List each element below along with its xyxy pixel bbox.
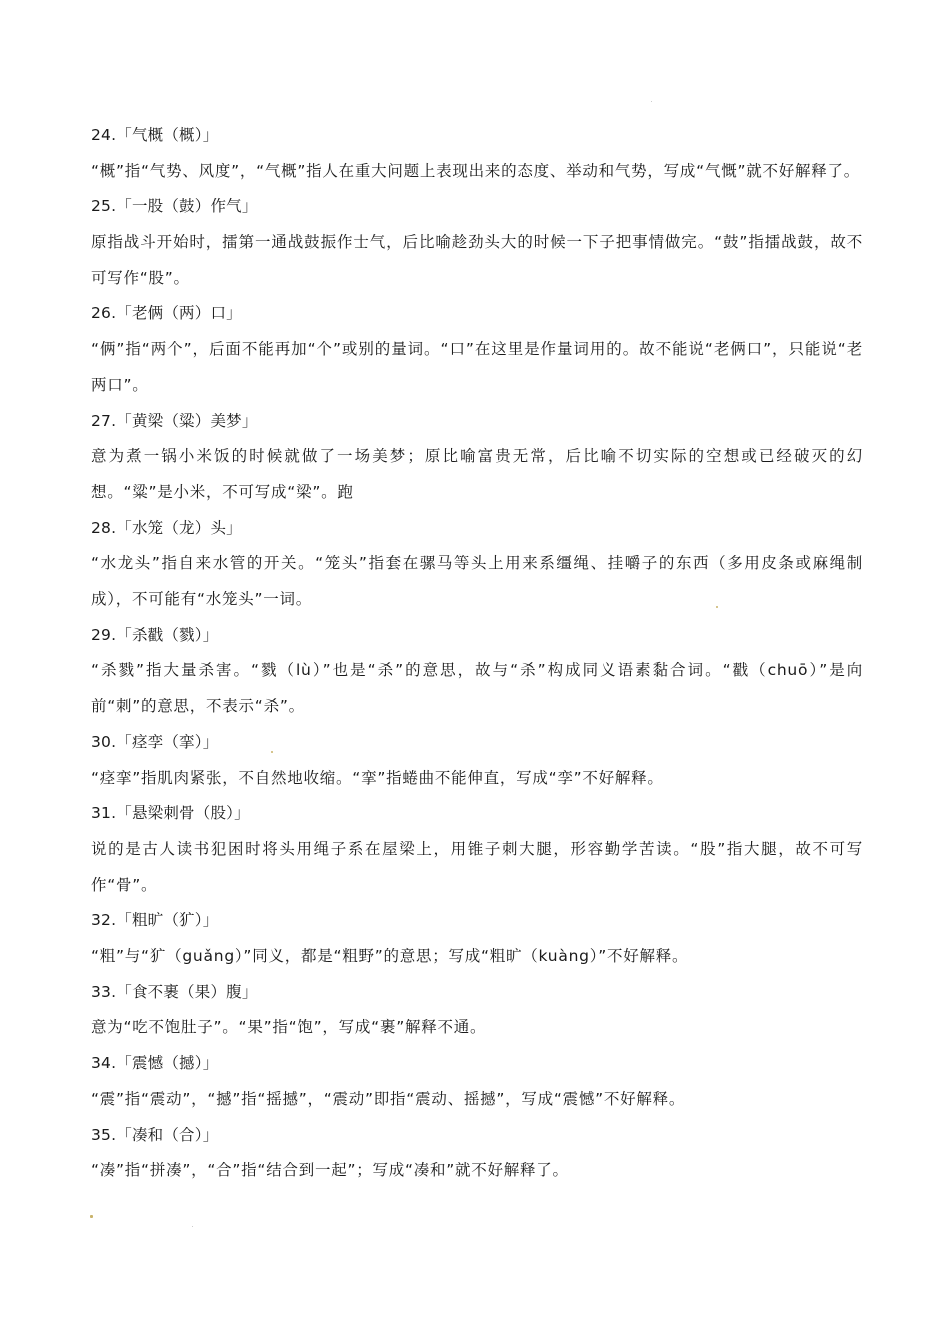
entry-explanation: “概”指“气势、风度”，“气概”指人在重大问题上表现出来的态度、举动和气势，写成“气慨”就不好解释了。 <box>91 161 860 180</box>
entry-title: 35.「凑和（合）」 <box>91 1125 219 1144</box>
entry-explanation: 意为煮一锅小米饭的时候就做了一场美梦；原比喻富贵无常，后比喻不切实际的空想或已经破灭的幻想。“粱”是小米，不可写成“梁”。跑 <box>91 447 863 501</box>
entry-explanation: “痉挛”指肌肉紧张，不自然地收缩。“挛”指蜷曲不能伸直，写成“孪”不好解释。 <box>91 768 664 787</box>
entry-31 <box>91 796 863 903</box>
entry-27 <box>91 404 863 511</box>
artifact-dot <box>716 606 718 608</box>
entry-title: 34.「震憾（撼）」 <box>91 1054 219 1073</box>
entry-explanation: “粗”与“犷（guǎng）”同义，都是“粗野”的意思；写成“粗旷（kuàng）”不好解释。 <box>91 947 689 966</box>
entry-explanation: “杀戮”指大量杀害。“戮（lù）”也是“杀”的意思，故与“杀”构成同义语素黏合词。“戳（chuō）”是向前“刺”的意思，不表示“杀”。 <box>91 661 863 716</box>
entry-33 <box>91 975 863 1046</box>
entry-title: 24.「气概（概）」 <box>91 126 219 144</box>
entry-32 <box>91 903 863 974</box>
entry-title: 29.「杀戳（戮）」 <box>91 625 219 644</box>
entry-28 <box>91 511 863 618</box>
entry-explanation: “俩”指“两个”，后面不能再加“个”或别的量词。“口”在这里是作量词用的。故不能说“老俩口”，只能说“老两口”。 <box>91 340 863 394</box>
entry-explanation: “水龙头”指自来水管的开关。“笼头”指套在骡马等头上用来系缰绳、挂嚼子的东西（多用皮条或麻绳制成），不可能有“水笼头”一词。 <box>91 554 863 609</box>
entry-explanation: “凑”指“拼凑”，“合”指“结合到一起”；写成“凑和”就不好解释了。 <box>91 1161 569 1180</box>
entry-explanation: 说的是古人读书犯困时将头用绳子系在屋梁上，用锥子刺大腿，形容勤学苦读。“股”指大腿，故不可写作“骨”。 <box>91 839 863 894</box>
entry-24 <box>91 118 863 189</box>
entry-25 <box>91 189 863 296</box>
artifact-dot <box>90 1215 93 1218</box>
entry-title: 27.「黄梁（粱）美梦」 <box>91 411 258 430</box>
entry-explanation: 意为“吃不饱肚子”。“果”指“饱”，写成“裹”解释不通。 <box>91 1018 487 1037</box>
entry-explanation: 原指战斗开始时，擂第一通战鼓振作士气，后比喻趁劲头大的时候一下子把事情做完。“鼓”指擂战鼓，故不可写作“股”。 <box>91 233 863 287</box>
document-page <box>91 118 863 1189</box>
entry-title: 25.「一股（鼓）作气」 <box>91 197 258 216</box>
entry-35 <box>91 1118 863 1189</box>
entry-34 <box>91 1046 863 1117</box>
entry-30 <box>91 725 863 796</box>
entry-title: 28.「水笼（龙）头」 <box>91 518 242 537</box>
entry-title: 30.「痉孪（挛）」 <box>91 732 219 751</box>
entry-title: 32.「粗旷（犷）」 <box>91 911 219 930</box>
artifact-dot <box>192 1226 193 1227</box>
entry-26 <box>91 296 863 403</box>
entry-title: 31.「悬梁刺骨（股）」 <box>91 804 250 823</box>
entry-title: 26.「老俩（两）口」 <box>91 304 242 323</box>
entry-explanation: “震”指“震动”，“撼”指“摇撼”，“震动”即指“震动、摇撼”，写成“震憾”不好解释。 <box>91 1089 686 1108</box>
artifact-dot <box>271 751 273 753</box>
entry-29 <box>91 618 863 725</box>
entry-title: 33.「食不裹（果）腹」 <box>91 982 258 1001</box>
artifact-dot <box>651 101 652 102</box>
